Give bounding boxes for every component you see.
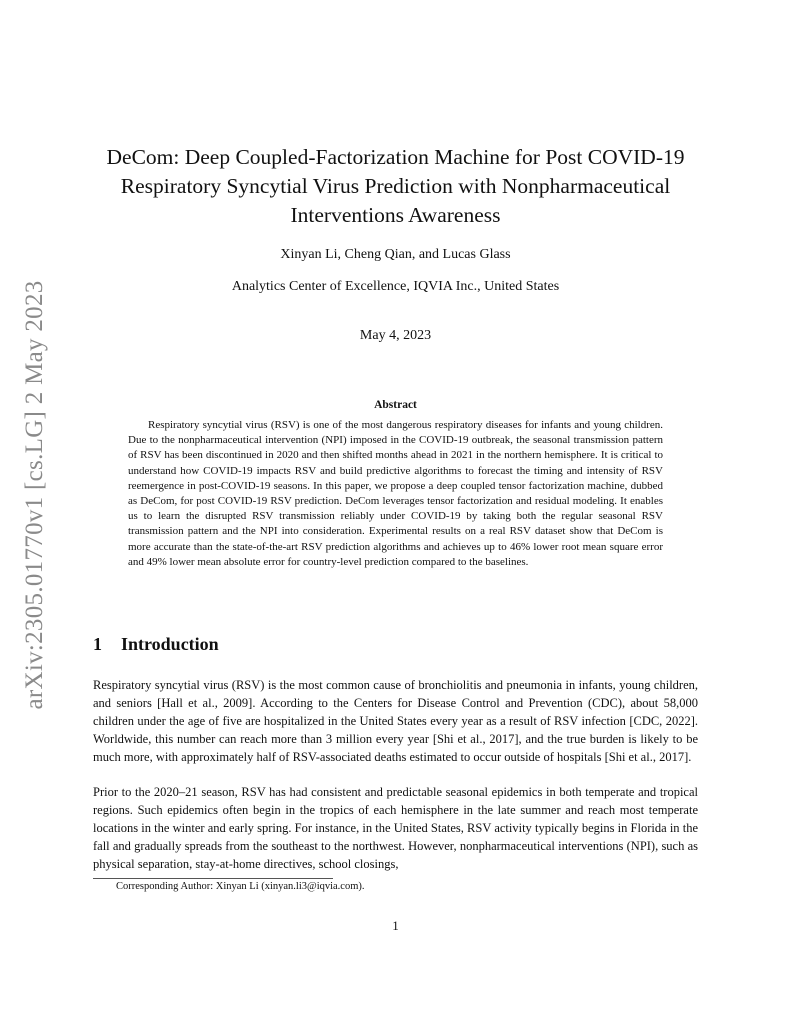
abstract-text: Respiratory syncytial virus (RSV) is one of the most dangerous respiratory diseases for infants and young children. Due to the nonpharmaceutical intervention (NPI) imposed in the COVID-19 outbreak, the seasonal transmission pattern of RSV has been discontinued in 2020 and then shifted months ahead in 2021 in the northern hemisphere. It is critical to understand how COVID-19 impacts RSV and build predictive algorithms to forecast the timing and intensity of RSV reemergence in post-COVID-19 seasons. In this paper, we propose a deep coupled tensor factorization machine, dubbed as DeCom, for post COVID-19 RSV prediction. DeCom leverages tensor factorization and residual modeling. It enables us to learn the disrupted RSV transmission reliably under COVID-19 by taking both the regular seasonal RSV transmission pattern and the NPI into consideration. Experimental results on a real RSV dataset show that DeCom is more accurate than the state-of-the-art RSV prediction algorithms and achieves up to 46% lower root mean square error and 49% lower mean absolute error for country-level prediction compared to the baselines.	[128, 419, 663, 568]
section-number: 1	[93, 634, 102, 654]
abstract-heading: Abstract	[374, 399, 417, 411]
page-number: 1	[392, 918, 399, 933]
footnote: Corresponding Author: Xinyan Li (xinyan.li3@iqvia.com).	[116, 881, 365, 892]
paper-title: DeCom: Deep Coupled-Factorization Machine for Post COVID-19 Respiratory Syncytial Virus Prediction with Nonpharmaceutical Interventions Awareness	[106, 145, 685, 227]
section-heading	[93, 634, 219, 655]
section-title: Introduction	[121, 634, 219, 654]
intro-paragraph-2: Prior to the 2020–21 season, RSV has had consistent and predictable seasonal epidemics in both temperate and tropical regions. Such epidemics often begin in the tropics of each hemisphere in the late summer and reach most temperate locations in the winter and early spring. For instance, in the United States, RSV activity typically begins in Florida in the fall and gradually spreads from the southeast to the northwest. However, nonpharmaceutical interventions (NPI), such as physical separation, stay-at-home directives, school closings,	[93, 785, 698, 871]
arxiv-identifier-stamp	[18, 270, 52, 720]
affiliation: Analytics Center of Excellence, IQVIA Inc., United States	[231, 279, 560, 294]
footnote-divider	[93, 878, 333, 879]
author-list: Xinyan Li, Cheng Qian, and Lucas Glass	[280, 247, 511, 262]
arxiv-identifier-text: arXiv:2305.01770v1 [cs.LG] 2 May 2023	[21, 280, 48, 710]
publication-date: May 4, 2023	[359, 328, 432, 343]
intro-paragraph-1: Respiratory syncytial virus (RSV) is the most common cause of bronchiolitis and pneumonia in infants, young children, and seniors [Hall et al., 2009]. According to the Centers for Disease Control and Prevention (CDC), about 58,000 children under the age of five are hospitalized in the United States every year as a result of RSV infection [CDC, 2022]. Worldwide, this number can reach more than 3 million every year [Shi et al., 2017], and the true burden is likely to be much more, with approximately half of RSV-associated deaths estimated to occur outside of hospitals [Shi et al., 2017].	[93, 678, 698, 764]
